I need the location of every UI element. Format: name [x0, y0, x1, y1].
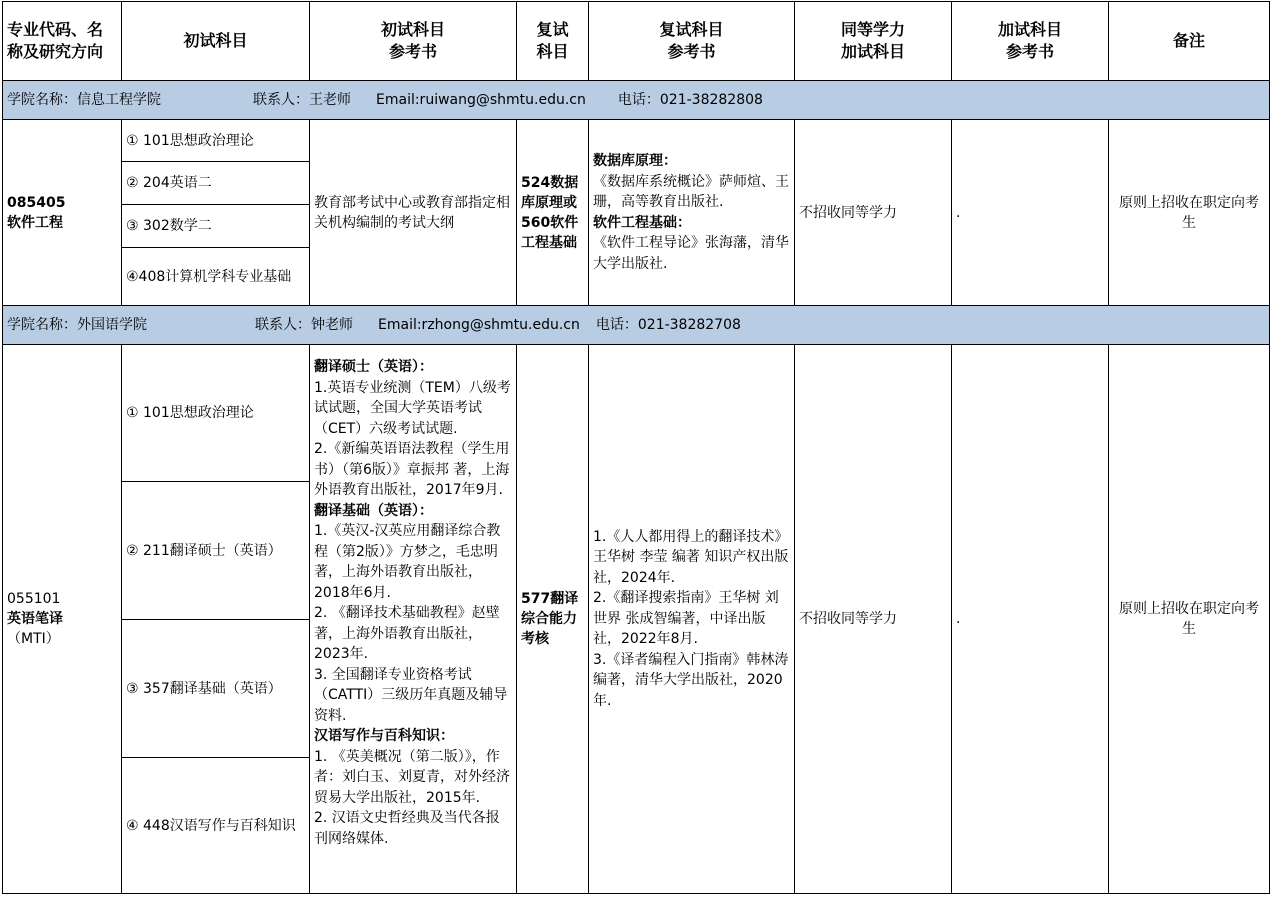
- subject-cell: ④ 448汉语写作与百科知识: [122, 758, 310, 894]
- subject-cell: ③ 302数学二: [122, 205, 310, 248]
- equiv-cell: 不招收同等学力: [795, 345, 952, 894]
- subject-cell: ① 101思想政治理论: [122, 120, 310, 162]
- table-row: [3, 120, 1270, 162]
- admission-table: [2, 1, 1270, 894]
- header-equiv: 同等学力 加试科目: [795, 2, 952, 81]
- initial-refs-cell: 教育部考试中心或教育部指定相关机构编制的考试大纲: [310, 120, 517, 306]
- header-row: [3, 2, 1270, 81]
- equiv-cell: 不招收同等学力: [795, 120, 952, 306]
- header-retest-refs: 复试科目 参考书: [589, 2, 795, 81]
- retest-cell: 577翻译综合能力考核: [517, 345, 589, 894]
- subject-cell: ① 101思想政治理论: [122, 345, 310, 482]
- subject-cell: ② 211翻译硕士（英语）: [122, 482, 310, 620]
- header-extra: 加试科目 参考书: [952, 2, 1109, 81]
- header-initial-refs: 初试科目 参考书: [310, 2, 517, 81]
- retest-refs-cell: 数据库原理： 《数据库系统概论》萨师煊、王珊，高等教育出版社. 软件工程基础： 《软件工程导论》张海藩，清华大学出版社.: [589, 120, 795, 306]
- table-row: [3, 345, 1270, 482]
- notes-cell: 原则上招收在职定向考生: [1109, 120, 1270, 306]
- college-row: [3, 81, 1270, 120]
- subject-cell: ④408计算机学科专业基础: [122, 248, 310, 306]
- major-cell: 055101 英语笔译 （MTI）: [3, 345, 122, 894]
- header-major: 专业代码、名称及研究方向: [3, 2, 122, 81]
- retest-cell: 524数据库原理或560软件工程基础: [517, 120, 589, 306]
- extra-cell: .: [952, 120, 1109, 306]
- college-info: 学院名称：外国语学院 联系人：钟老师 Email:rzhong@shmtu.edu.cn 电话：021-38282708: [3, 306, 1270, 345]
- extra-cell: .: [952, 345, 1109, 894]
- major-cell: 085405 软件工程: [3, 120, 122, 306]
- college-row: [3, 306, 1270, 345]
- header-retest: 复试 科目: [517, 2, 589, 81]
- subject-cell: ③ 357翻译基础（英语）: [122, 620, 310, 758]
- college-info: 学院名称：信息工程学院 联系人：王老师 Email:ruiwang@shmtu.edu.cn 电话：021-38282808: [3, 81, 1270, 120]
- initial-refs-cell: 翻译硕士（英语）： 1.英语专业统测（TEM）八级考试试题，全国大学英语考试（CET）六级考试试题. 2.《新编英语语法教程（学生用书）（第6版）》章振邦 著，上海外语教育出版社，2017年9月. 翻译基础（英语）： 1.《英汉-汉英应用翻译综合教程（第2版）》方梦之，毛忠明 著，上海外语教育出版社，2018年6月. 2. 《翻译技术基础教程》赵壁著，上海外语教育出版社，2023年. 3. 全国翻译专业资格考试（CATTI）三级历年真题及辅导资料. 汉语写作与百科知识： 1. 《英美概况（第二版）》，作者：刘白玉、刘夏青，对外经济贸易大学出版社，2015年. 2. 汉语文史哲经典及当代各报刊网络媒体.: [310, 345, 517, 894]
- header-notes: 备注: [1109, 2, 1270, 81]
- notes-cell: 原则上招收在职定向考生: [1109, 345, 1270, 894]
- retest-refs-cell: 1.《人人都用得上的翻译技术》王华树 李莹 编著 知识产权出版社，2024年. 2.《翻译搜索指南》王华树 刘世界 张成智编著，中译出版社，2022年8月. 3.《译者编程入门指南》韩林涛 编著，清华大学出版社，2020年.: [589, 345, 795, 894]
- subject-cell: ② 204英语二: [122, 162, 310, 205]
- header-initial-subjects: 初试科目: [122, 2, 310, 81]
